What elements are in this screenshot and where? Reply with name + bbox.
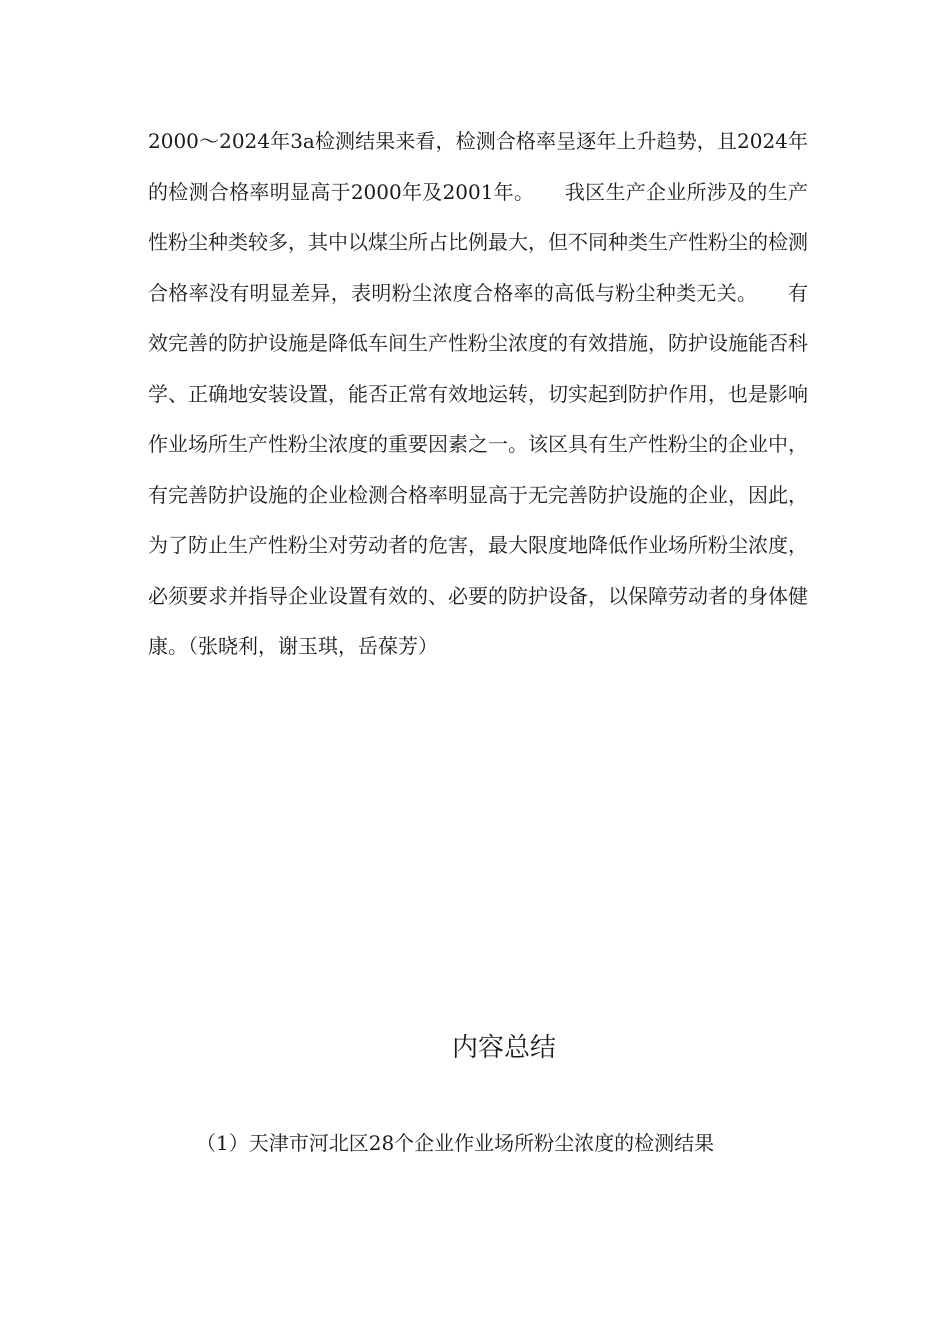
section-title: 内容总结 bbox=[451, 1033, 556, 1063]
body-paragraph: 2000～2024年3a检测结果来看，检测合格率呈逐年上升趋势，且2024年的检测合格率明显高于2000年及2001年。 我区生产企业所涉及的生产性粉尘种类较多，其中以煤尘所占比例最大，但不同种类生产性粉尘的检测合格率没有明显差异，表明粉尘浓度合格率的高低与粉尘种类无关。 有效完善的防护设施是降低车间生产性粉尘浓度的有效措施，防护设施能否科学、正确地安装设置，能否正常有效地运转，切实起到防护作用，也是影响作业场所生产性粉尘浓度的重要因素之一。该区具有生产性粉尘的企业中，有完善防护设施的企业检测合格率明显高于无完善防护设施的企业，因此，为了防止生产性粉尘对劳动者的危害，最大限度地降低作业场所粉尘浓度，必须要求并指导企业设置有效的、必要的防护设备，以保障劳动者的身体健康。（张晓利，谢玉琪，岳葆芳） bbox=[148, 129, 808, 658]
summary-list-item: （1）天津市河北区28个企业作业场所粉尘浓度的检测结果 bbox=[196, 1131, 715, 1155]
